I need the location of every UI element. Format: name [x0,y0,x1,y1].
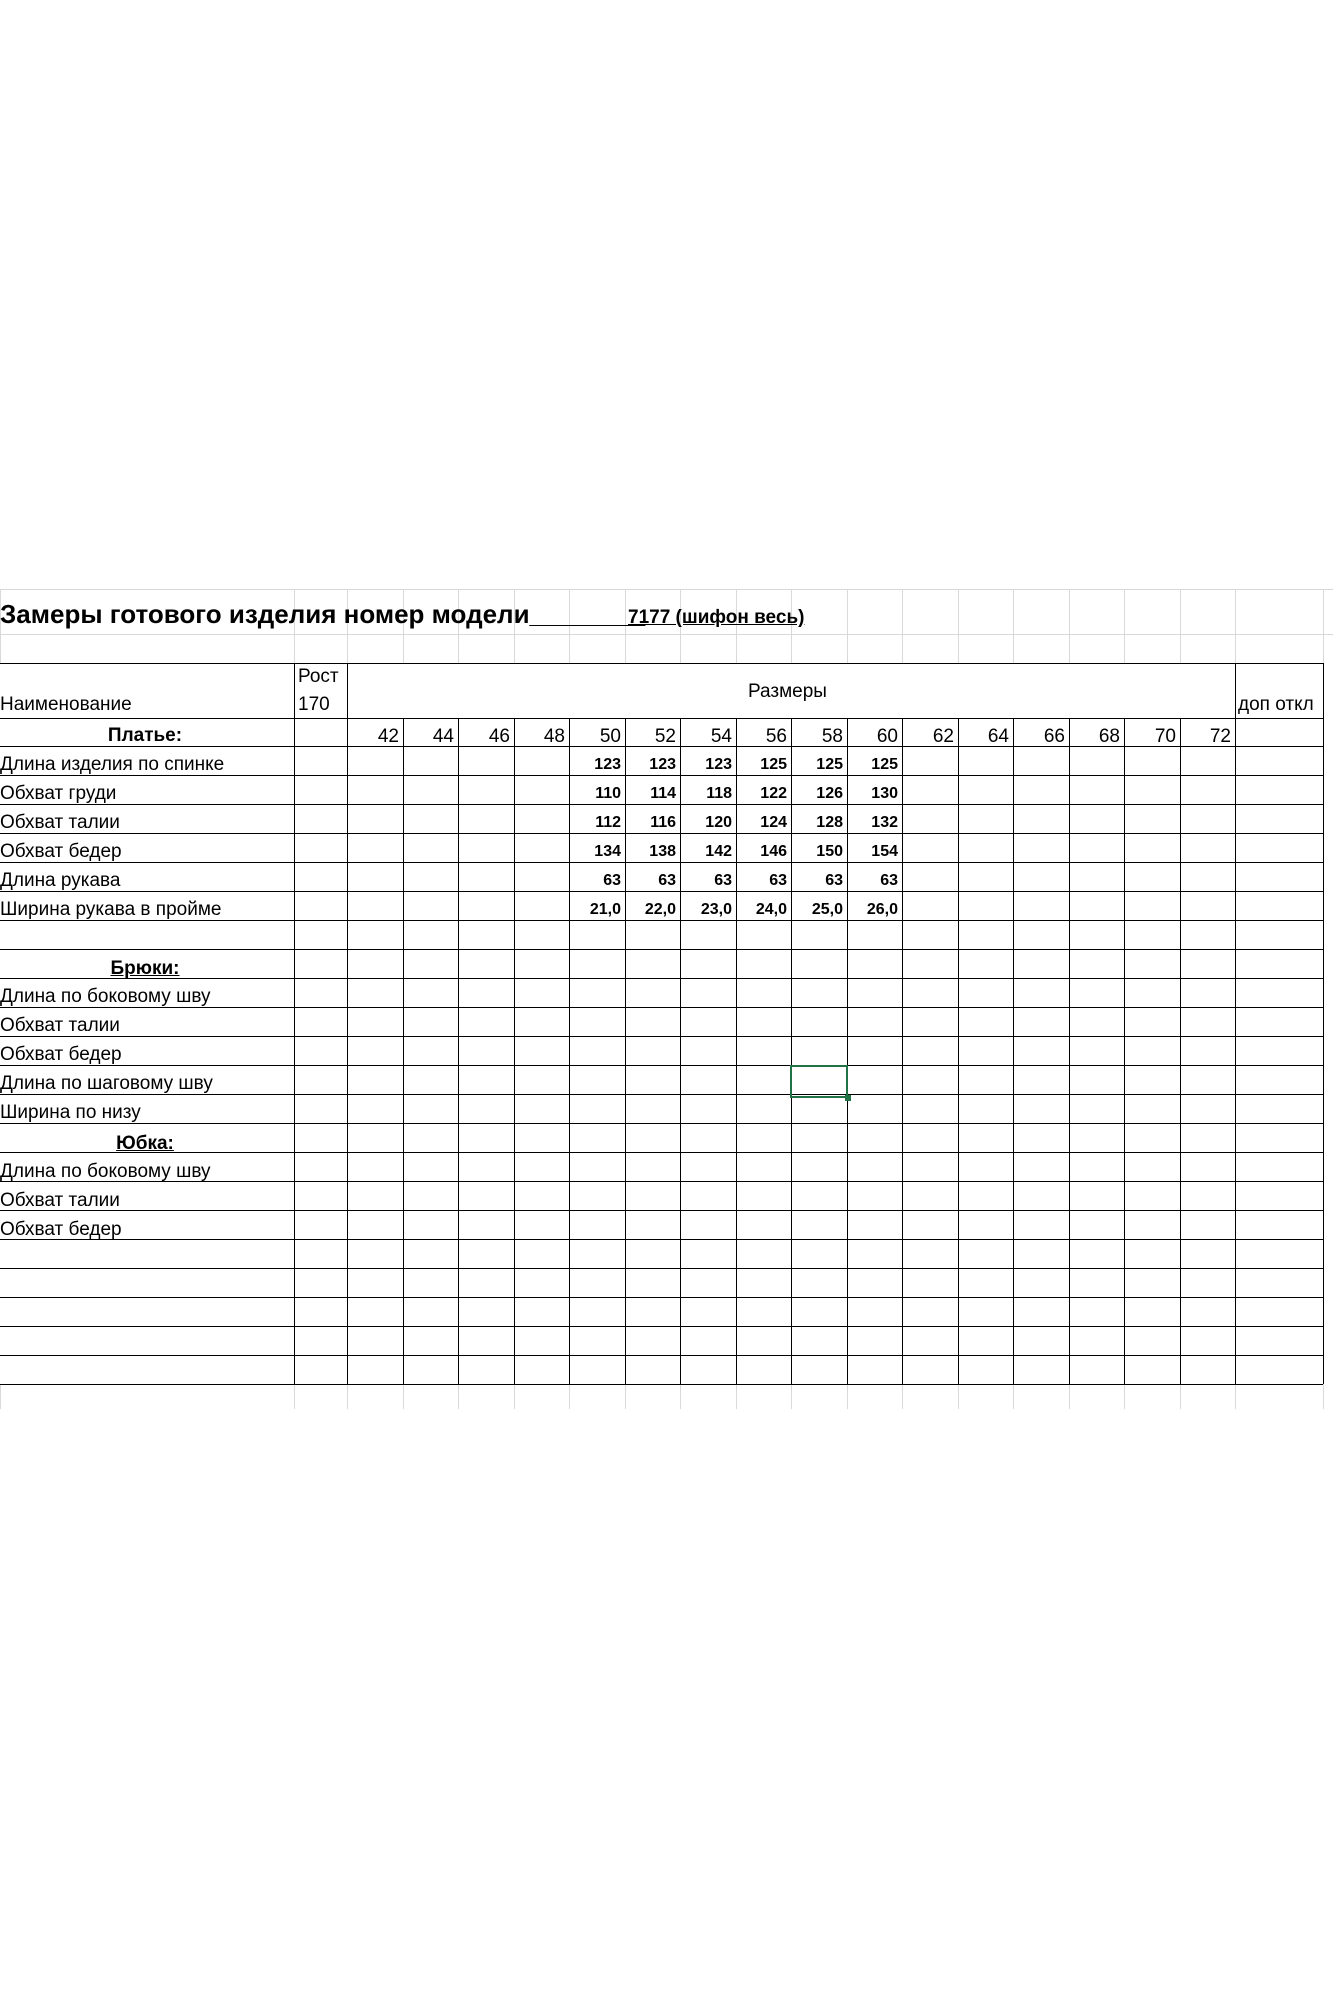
gridline [625,1384,626,1409]
size-header: 46 [488,726,510,747]
size-header: 62 [932,726,954,747]
measurement-value: 146 [760,843,787,860]
gridline [1235,589,1236,663]
table-border [736,718,737,1384]
size-header: 52 [654,726,676,747]
measurement-value: 123 [594,756,621,773]
measurement-value: 123 [649,756,676,773]
measurement-value: 21,0 [589,901,621,918]
sheet-title: Замеры готового изделия номер модели________ [0,599,646,629]
gridline [1235,1384,1236,1409]
row-label: Длина рукава [0,870,121,891]
gridline [1013,589,1014,663]
size-header: 72 [1209,726,1231,747]
gridline [1124,589,1125,663]
row-label: Длина по шаговому шву [0,1073,213,1094]
table-border [0,663,1323,664]
measurement-value: 63 [825,872,843,889]
table-border [680,718,681,1384]
gridline [1323,1384,1324,1409]
table-border [294,663,295,1384]
measurement-value: 120 [705,814,732,831]
measurement-value: 122 [760,785,787,802]
measurement-value: 24,0 [755,901,787,918]
size-header: 48 [543,726,565,747]
table-border [1180,718,1181,1384]
size-header: 64 [987,726,1009,747]
gridline [1323,589,1324,663]
section-skirt: Юбка: [116,1133,174,1154]
gridline [902,1384,903,1409]
gridline [0,589,1333,590]
measurement-value: 125 [760,756,787,773]
measurement-value: 23,0 [700,901,732,918]
gridline [0,1384,1,1409]
measurement-value: 26,0 [866,901,898,918]
gridline [1069,589,1070,663]
measurement-value: 130 [871,785,898,802]
row-label: Длина по боковому шву [0,986,211,1007]
gridline [736,1384,737,1409]
row-label: Обхват бедер [0,1219,122,1240]
table-border [958,718,959,1384]
header-height-label: Рост [298,666,339,687]
size-header: 60 [876,726,898,747]
model-number: 7177 (шифон весь) [628,607,805,628]
gridline [680,1384,681,1409]
measurement-value: 128 [816,814,843,831]
measurement-value: 150 [816,843,843,860]
gridline [403,1384,404,1409]
table-border [458,718,459,1384]
table-border [1013,718,1014,1384]
table-border [1323,663,1324,1384]
gridline [458,1384,459,1409]
table-border [847,718,848,1384]
table-border [1235,663,1236,1384]
row-label: Обхват груди [0,783,117,804]
gridline [958,1384,959,1409]
size-header: 56 [765,726,787,747]
gridline [1180,589,1181,663]
measurement-value: 154 [871,843,898,860]
gridline [514,1384,515,1409]
gridline [847,1384,848,1409]
gridline [1013,1384,1014,1409]
table-border [403,718,404,1384]
row-label: Ширина по низу [0,1102,141,1123]
measurement-value: 63 [603,872,621,889]
measurement-value: 132 [871,814,898,831]
gridline [902,589,903,663]
measurement-value: 123 [705,756,732,773]
table-border [569,718,570,1384]
gridline [1124,1384,1125,1409]
measurement-value: 124 [760,814,787,831]
measurement-value: 116 [650,814,676,831]
measurement-value: 25,0 [811,901,843,918]
measurement-value: 63 [658,872,676,889]
table-border [902,718,903,1384]
measurement-value: 114 [650,785,676,802]
gridline [958,589,959,663]
measurement-value: 63 [769,872,787,889]
measurement-value: 110 [595,785,621,802]
measurement-value: 112 [595,814,621,831]
table-border [625,718,626,1384]
size-header: 66 [1043,726,1065,747]
header-name: Наименование [0,694,132,715]
size-header: 68 [1098,726,1120,747]
header-sizes: Размеры [748,681,827,702]
measurement-value: 138 [649,843,676,860]
measurement-value: 142 [705,843,732,860]
gridline [791,1384,792,1409]
measurement-value: 125 [871,756,898,773]
table-border [791,718,792,1384]
row-label: Ширина рукава в пройме [0,899,222,920]
row-label: Обхват бедер [0,1044,122,1065]
header-extra: доп откл [1238,694,1314,715]
size-header: 54 [710,726,732,747]
measurement-value: 125 [816,756,843,773]
table-border [1069,718,1070,1384]
table-border [347,663,348,1384]
gridline [1180,1384,1181,1409]
table-border [1124,718,1125,1384]
row-label: Длина изделия по спинке [0,754,225,775]
size-header: 42 [377,726,399,747]
section-pants: Брюки: [110,958,180,979]
selected-cell[interactable] [790,1065,848,1098]
gridline [294,1384,295,1409]
row-label: Длина по боковому шву [0,1161,211,1182]
gridline [847,589,848,663]
size-header: 58 [821,726,843,747]
row-label: Обхват талии [0,812,120,833]
gridline [0,634,1333,635]
gridline [347,1384,348,1409]
section-dress: Платье: [107,725,183,746]
table-border [514,718,515,1384]
gridline [1069,1384,1070,1409]
size-header: 70 [1154,726,1176,747]
spreadsheet [0,589,1333,1409]
measurement-value: 126 [816,785,843,802]
table-border [0,1384,1323,1385]
gridline [569,1384,570,1409]
row-label: Обхват талии [0,1190,120,1211]
measurement-value: 118 [706,785,732,802]
fill-handle[interactable] [845,1095,851,1101]
row-label: Обхват бедер [0,841,122,862]
size-header: 50 [599,726,621,747]
measurement-value: 63 [714,872,732,889]
row-label: Обхват талии [0,1015,120,1036]
measurement-value: 134 [594,843,621,860]
measurement-value: 22,0 [644,901,676,918]
measurement-value: 63 [880,872,898,889]
header-height-value: 170 [298,694,330,715]
size-header: 44 [432,726,454,747]
